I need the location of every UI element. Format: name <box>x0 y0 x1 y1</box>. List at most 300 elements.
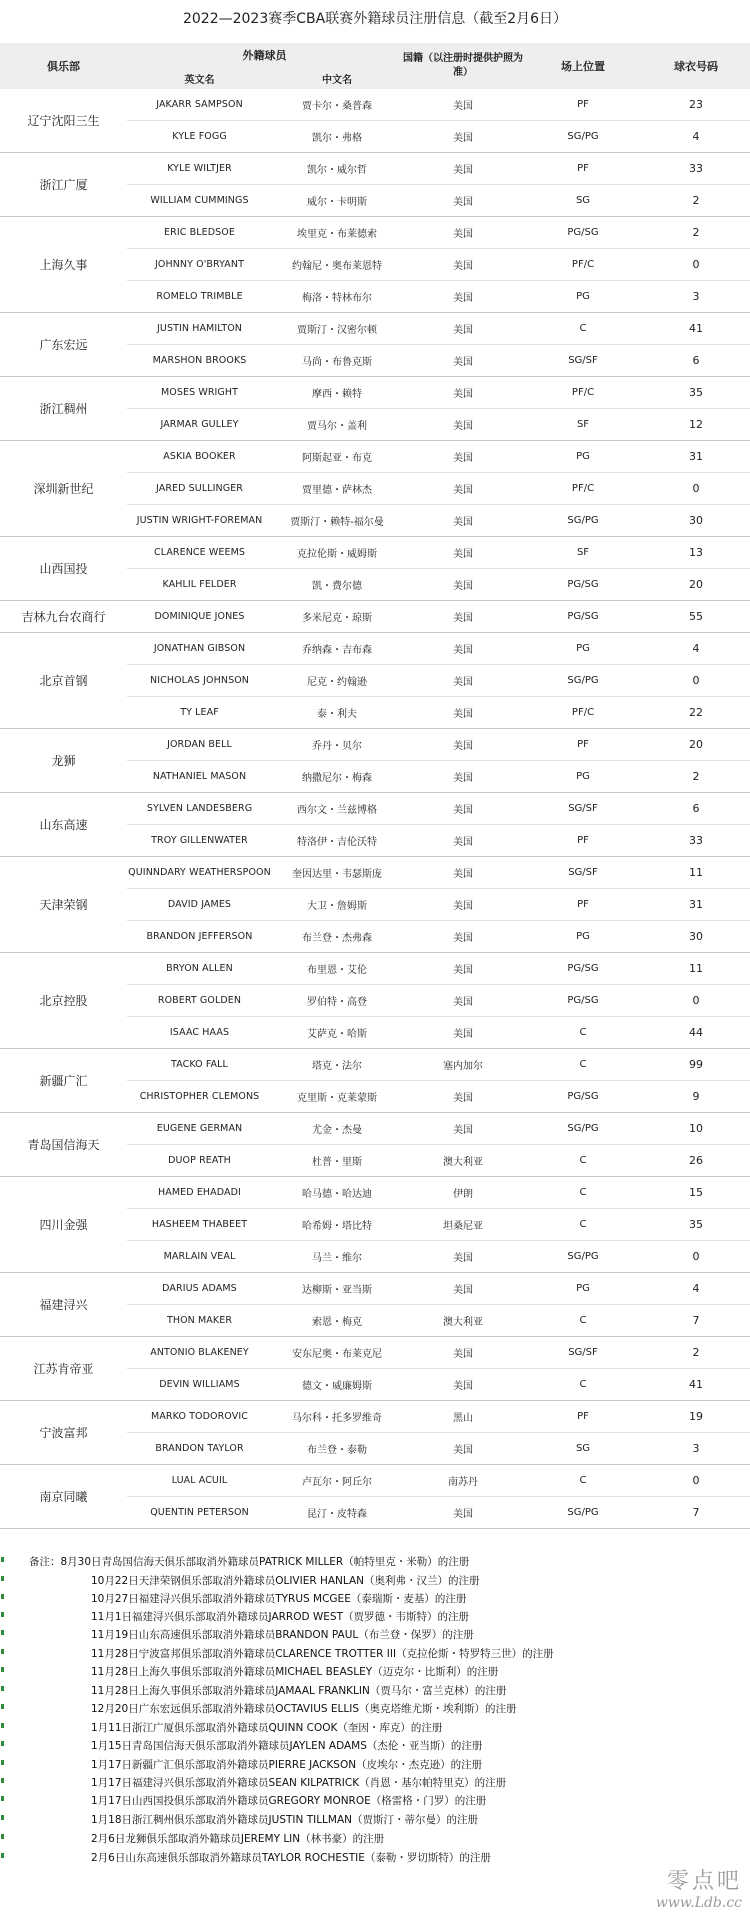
position: PG <box>524 921 642 953</box>
jersey-number: 11 <box>642 857 750 889</box>
note-line <box>0 1755 750 1775</box>
table-row <box>0 857 750 889</box>
nationality: 美国 <box>402 825 524 857</box>
position: PF <box>524 1401 642 1433</box>
bullet-marker-icon <box>1 1557 4 1562</box>
jersey-number: 31 <box>642 889 750 921</box>
jersey-number: 23 <box>642 89 750 121</box>
note-line <box>0 1829 750 1849</box>
note-text: 11月28日宁波富邦俱乐部取消外籍球员CLARENCE TROTTER III（克拉伦斯・特罗特三世）的注册 <box>91 1648 554 1660</box>
chinese-name: 马尚・布鲁克斯 <box>272 345 402 377</box>
jersey-number: 13 <box>642 537 750 569</box>
bullet-marker-icon <box>1 1612 4 1617</box>
jersey-number: 3 <box>642 281 750 313</box>
bullet-marker-icon <box>1 1778 4 1783</box>
english-name: ROMELO TRIMBLE <box>127 281 272 313</box>
position: PF/C <box>524 473 642 505</box>
jersey-number: 0 <box>642 1465 750 1497</box>
english-name: DAVID JAMES <box>127 889 272 921</box>
position: PF <box>524 729 642 761</box>
jersey-number: 0 <box>642 473 750 505</box>
chinese-name: 凯尔・弗格 <box>272 121 402 153</box>
jersey-number: 19 <box>642 1401 750 1433</box>
chinese-name: 布兰登・泰勒 <box>272 1433 402 1465</box>
club-name: 吉林九台农商行 <box>0 601 127 633</box>
note-line <box>0 1589 750 1609</box>
club-name: 北京控股 <box>0 953 127 1049</box>
chinese-name: 特洛伊・吉伦沃特 <box>272 825 402 857</box>
jersey-number: 41 <box>642 313 750 345</box>
position: PF/C <box>524 249 642 281</box>
english-name: MARLAIN VEAL <box>127 1241 272 1273</box>
jersey-number: 4 <box>642 633 750 665</box>
chinese-name: 罗伯特・高登 <box>272 985 402 1017</box>
nationality: 美国 <box>402 377 524 409</box>
jersey-number: 10 <box>642 1113 750 1145</box>
table-row <box>0 537 750 569</box>
chinese-name: 乔丹・贝尔 <box>272 729 402 761</box>
nationality: 美国 <box>402 409 524 441</box>
note-line <box>0 1718 750 1738</box>
bullet-marker-icon <box>1 1741 4 1746</box>
bullet-marker-icon <box>1 1594 4 1599</box>
jersey-number: 26 <box>642 1145 750 1177</box>
bullet-marker-icon <box>1 1649 4 1654</box>
player-table <box>0 43 750 1529</box>
club-name: 宁波富邦 <box>0 1401 127 1465</box>
club-name: 天津荣钢 <box>0 857 127 953</box>
chinese-name: 大卫・詹姆斯 <box>272 889 402 921</box>
jersey-number: 15 <box>642 1177 750 1209</box>
table-row <box>0 1049 750 1081</box>
nationality: 美国 <box>402 1241 524 1273</box>
club-name: 青岛国信海天 <box>0 1113 127 1177</box>
position: SG/PG <box>524 1113 642 1145</box>
english-name: LUAL ACUIL <box>127 1465 272 1497</box>
jersey-number: 99 <box>642 1049 750 1081</box>
position: C <box>524 313 642 345</box>
english-name: ERIC BLEDSOE <box>127 217 272 249</box>
note-line <box>0 1791 750 1811</box>
chinese-name: 安东尼奥・布莱克尼 <box>272 1337 402 1369</box>
note-line <box>0 1848 750 1868</box>
chinese-name: 凯尔・威尔哲 <box>272 153 402 185</box>
nationality: 美国 <box>402 217 524 249</box>
english-name: JAKARR SAMPSON <box>127 89 272 121</box>
nationality: 美国 <box>402 1369 524 1401</box>
note-text: 11月28日上海久事俱乐部取消外籍球员MICHAEL BEASLEY（迈克尔・比斯利）的注册 <box>91 1666 499 1678</box>
note-line <box>0 1810 750 1830</box>
nationality: 美国 <box>402 889 524 921</box>
table-row <box>0 729 750 761</box>
table-row <box>0 1113 750 1145</box>
jersey-number: 20 <box>642 729 750 761</box>
nationality: 美国 <box>402 697 524 729</box>
header-nationality: 国籍（以注册时提供护照为准） <box>402 43 524 89</box>
chinese-name: 昆汀・皮特森 <box>272 1497 402 1529</box>
header-number: 球衣号码 <box>642 43 750 89</box>
chinese-name: 泰・利夫 <box>272 697 402 729</box>
position: PG <box>524 281 642 313</box>
jersey-number: 2 <box>642 217 750 249</box>
jersey-number: 6 <box>642 345 750 377</box>
jersey-number: 3 <box>642 1433 750 1465</box>
position: PF <box>524 825 642 857</box>
chinese-name: 约翰尼・奥布莱恩特 <box>272 249 402 281</box>
note-text: 1月17日山西国投俱乐部取消外籍球员GREGORY MONROE（格雷格・门罗）的注册 <box>91 1795 487 1807</box>
club-name: 山东高速 <box>0 793 127 857</box>
note-text: 11月28日上海久事俱乐部取消外籍球员JAMAAL FRANKLIN（贾马尔・富兰克林）的注册 <box>91 1685 507 1697</box>
bullet-marker-icon <box>1 1853 4 1858</box>
english-name: KYLE FOGG <box>127 121 272 153</box>
english-name: BRYON ALLEN <box>127 953 272 985</box>
jersey-number: 30 <box>642 921 750 953</box>
club-name: 南京同曦 <box>0 1465 127 1529</box>
page-title: 2022—2023赛季CBA联赛外籍球员注册信息（截至2月6日） <box>182 11 568 27</box>
note-line <box>0 1699 750 1719</box>
table-body <box>0 89 750 1529</box>
english-name: JORDAN BELL <box>127 729 272 761</box>
nationality: 美国 <box>402 665 524 697</box>
nationality: 美国 <box>402 921 524 953</box>
position: SG/PG <box>524 1241 642 1273</box>
nationality: 美国 <box>402 601 524 633</box>
chinese-name: 奎因达里・韦瑟斯庞 <box>272 857 402 889</box>
position: SG/SF <box>524 857 642 889</box>
nationality: 美国 <box>402 1337 524 1369</box>
english-name: DUOP REATH <box>127 1145 272 1177</box>
chinese-name: 阿斯起亚・布克 <box>272 441 402 473</box>
chinese-name: 尼克・约翰逊 <box>272 665 402 697</box>
note-line <box>0 1644 750 1664</box>
nationality: 美国 <box>402 953 524 985</box>
english-name: JONATHAN GIBSON <box>127 633 272 665</box>
nationality: 美国 <box>402 1273 524 1305</box>
english-name: JARED SULLINGER <box>127 473 272 505</box>
chinese-name: 贾里德・萨林杰 <box>272 473 402 505</box>
nationality: 美国 <box>402 1017 524 1049</box>
jersey-number: 0 <box>642 249 750 281</box>
note-text: 备注：8月30日青岛国信海天俱乐部取消外籍球员PATRICK MILLER（帕特里克・米勒）的注册 <box>29 1556 470 1568</box>
chinese-name: 纳撒尼尔・梅森 <box>272 761 402 793</box>
chinese-name: 克里斯・克莱蒙斯 <box>272 1081 402 1113</box>
position: C <box>524 1209 642 1241</box>
english-name: MARKO TODOROVIC <box>127 1401 272 1433</box>
bullet-marker-icon <box>1 1760 4 1765</box>
english-name: TROY GILLENWATER <box>127 825 272 857</box>
nationality: 黑山 <box>402 1401 524 1433</box>
position: PG <box>524 1273 642 1305</box>
english-name: JARMAR GULLEY <box>127 409 272 441</box>
header-chinese-name: 中文名 <box>272 67 402 89</box>
club-name: 江苏肯帝亚 <box>0 1337 127 1401</box>
club-name: 四川金强 <box>0 1177 127 1273</box>
jersey-number: 22 <box>642 697 750 729</box>
club-name: 北京首钢 <box>0 633 127 729</box>
position: SG/PG <box>524 665 642 697</box>
english-name: JUSTIN WRIGHT-FOREMAN <box>127 505 272 537</box>
chinese-name: 马尔科・托多罗维奇 <box>272 1401 402 1433</box>
position: SF <box>524 537 642 569</box>
club-name: 浙江稠州 <box>0 377 127 441</box>
table-row <box>0 1177 750 1209</box>
note-text: 2月6日龙狮俱乐部取消外籍球员JEREMY LIN（林书豪）的注册 <box>91 1833 385 1845</box>
note-text: 1月17日新疆广汇俱乐部取消外籍球员PIERRE JACKSON（皮埃尔・杰克逊）的注册 <box>91 1759 483 1771</box>
chinese-name: 威尔・卡明斯 <box>272 185 402 217</box>
chinese-name: 埃里克・布莱德索 <box>272 217 402 249</box>
note-text: 1月17日福建浔兴俱乐部取消外籍球员SEAN KILPATRICK（肖恩・基尔帕特里克）的注册 <box>91 1777 507 1789</box>
jersey-number: 33 <box>642 153 750 185</box>
position: PG/SG <box>524 953 642 985</box>
chinese-name: 布里恩・艾伦 <box>272 953 402 985</box>
bullet-marker-icon <box>1 1686 4 1691</box>
position: PG/SG <box>524 601 642 633</box>
english-name: ROBERT GOLDEN <box>127 985 272 1017</box>
bullet-marker-icon <box>1 1796 4 1801</box>
nationality: 美国 <box>402 505 524 537</box>
english-name: KAHLIL FELDER <box>127 569 272 601</box>
position: SG/SF <box>524 793 642 825</box>
bullet-marker-icon <box>1 1704 4 1709</box>
nationality: 美国 <box>402 441 524 473</box>
table-row <box>0 377 750 409</box>
position: PF <box>524 889 642 921</box>
nationality: 美国 <box>402 793 524 825</box>
nationality: 美国 <box>402 569 524 601</box>
position: SG/SF <box>524 345 642 377</box>
nationality: 美国 <box>402 729 524 761</box>
nationality: 美国 <box>402 1433 524 1465</box>
chinese-name: 布兰登・杰弗森 <box>272 921 402 953</box>
jersey-number: 4 <box>642 121 750 153</box>
position: C <box>524 1465 642 1497</box>
position: SG <box>524 185 642 217</box>
nationality: 美国 <box>402 761 524 793</box>
bullet-marker-icon <box>1 1723 4 1728</box>
chinese-name: 哈马德・哈达迪 <box>272 1177 402 1209</box>
position: PG/SG <box>524 569 642 601</box>
nationality: 美国 <box>402 537 524 569</box>
club-name: 深圳新世纪 <box>0 441 127 537</box>
jersey-number: 33 <box>642 825 750 857</box>
english-name: DOMINIQUE JONES <box>127 601 272 633</box>
english-name: MARSHON BROOKS <box>127 345 272 377</box>
chinese-name: 索恩・梅克 <box>272 1305 402 1337</box>
club-name: 山西国投 <box>0 537 127 601</box>
english-name: NICHOLAS JOHNSON <box>127 665 272 697</box>
english-name: DARIUS ADAMS <box>127 1273 272 1305</box>
note-line <box>0 1625 750 1645</box>
club-name: 福建浔兴 <box>0 1273 127 1337</box>
bullet-marker-icon <box>1 1630 4 1635</box>
nationality: 美国 <box>402 985 524 1017</box>
position: PF/C <box>524 377 642 409</box>
table-row <box>0 633 750 665</box>
english-name: MOSES WRIGHT <box>127 377 272 409</box>
note-line <box>0 1773 750 1793</box>
chinese-name: 达柳斯・亚当斯 <box>272 1273 402 1305</box>
jersey-number: 41 <box>642 1369 750 1401</box>
jersey-number: 7 <box>642 1497 750 1529</box>
english-name: QUINNDARY WEATHERSPOON <box>127 857 272 889</box>
header-position: 场上位置 <box>524 43 642 89</box>
table-row <box>0 313 750 345</box>
chinese-name: 哈希姆・塔比特 <box>272 1209 402 1241</box>
position: PF/C <box>524 697 642 729</box>
table-row <box>0 217 750 249</box>
note-text: 11月19日山东高速俱乐部取消外籍球员BRANDON PAUL（布兰登・保罗）的注册 <box>91 1629 474 1641</box>
note-line <box>0 1736 750 1756</box>
position: SG <box>524 1433 642 1465</box>
club-name: 上海久事 <box>0 217 127 313</box>
chinese-name: 梅洛・特林布尔 <box>272 281 402 313</box>
table-row <box>0 1465 750 1497</box>
nationality: 澳大利亚 <box>402 1305 524 1337</box>
nationality: 美国 <box>402 633 524 665</box>
english-name: BRANDON JEFFERSON <box>127 921 272 953</box>
watermark <box>656 1864 742 1911</box>
watermark-url: www.Ldb.cc <box>655 1895 742 1911</box>
club-name: 辽宁沈阳三生 <box>0 89 127 153</box>
chinese-name: 贾斯汀・汉密尔顿 <box>272 313 402 345</box>
english-name: BRANDON TAYLOR <box>127 1433 272 1465</box>
chinese-name: 杜普・里斯 <box>272 1145 402 1177</box>
jersey-number: 0 <box>642 985 750 1017</box>
chinese-name: 艾萨克・哈斯 <box>272 1017 402 1049</box>
jersey-number: 20 <box>642 569 750 601</box>
english-name: TACKO FALL <box>127 1049 272 1081</box>
note-line <box>0 1681 750 1701</box>
jersey-number: 44 <box>642 1017 750 1049</box>
english-name: HASHEEM THABEET <box>127 1209 272 1241</box>
jersey-number: 35 <box>642 377 750 409</box>
note-text: 12月20日广东宏远俱乐部取消外籍球员OCTAVIUS ELLIS（奥克塔维尤斯・埃利斯）的注册 <box>91 1703 517 1715</box>
note-line <box>0 1662 750 1682</box>
table-row <box>0 1401 750 1433</box>
position: SG/SF <box>524 1337 642 1369</box>
jersey-number: 6 <box>642 793 750 825</box>
bullet-marker-icon <box>1 1576 4 1581</box>
table-row <box>0 601 750 633</box>
nationality: 美国 <box>402 153 524 185</box>
note-text: 2月6日山东高速俱乐部取消外籍球员TAYLOR ROCHESTIE（泰勒・罗切斯特）的注册 <box>91 1852 491 1864</box>
position: C <box>524 1145 642 1177</box>
chinese-name: 贾斯汀・赖特-福尔曼 <box>272 505 402 537</box>
nationality: 伊朗 <box>402 1177 524 1209</box>
table-row <box>0 953 750 985</box>
nationality: 美国 <box>402 345 524 377</box>
table-row <box>0 793 750 825</box>
note-line <box>0 1571 750 1591</box>
english-name: NATHANIEL MASON <box>127 761 272 793</box>
jersey-number: 2 <box>642 185 750 217</box>
chinese-name: 卢瓦尔・阿丘尔 <box>272 1465 402 1497</box>
english-name: ISAAC HAAS <box>127 1017 272 1049</box>
chinese-name: 尤金・杰曼 <box>272 1113 402 1145</box>
nationality: 塞内加尔 <box>402 1049 524 1081</box>
nationality: 南苏丹 <box>402 1465 524 1497</box>
jersey-number: 2 <box>642 1337 750 1369</box>
jersey-number: 35 <box>642 1209 750 1241</box>
position: PG/SG <box>524 985 642 1017</box>
english-name: THON MAKER <box>127 1305 272 1337</box>
chinese-name: 乔纳森・吉布森 <box>272 633 402 665</box>
note-text: 1月18日浙江稠州俱乐部取消外籍球员JUSTIN TILLMAN（贾斯汀・蒂尔曼）的注册 <box>91 1814 478 1826</box>
nationality: 美国 <box>402 1113 524 1145</box>
nationality: 美国 <box>402 1081 524 1113</box>
english-name: JUSTIN HAMILTON <box>127 313 272 345</box>
position: PG/SG <box>524 1081 642 1113</box>
chinese-name: 塔克・法尔 <box>272 1049 402 1081</box>
jersey-number: 2 <box>642 761 750 793</box>
bullet-marker-icon <box>1 1834 4 1839</box>
header-club: 俱乐部 <box>0 43 127 89</box>
nationality: 美国 <box>402 249 524 281</box>
chinese-name: 摩西・赖特 <box>272 377 402 409</box>
jersey-number: 4 <box>642 1273 750 1305</box>
club-name: 广东宏远 <box>0 313 127 377</box>
position: PG <box>524 633 642 665</box>
note-text: 1月11日浙江广厦俱乐部取消外籍球员QUINN COOK（奎因・库克）的注册 <box>91 1722 443 1734</box>
table-row <box>0 89 750 121</box>
bullet-marker-icon <box>1 1815 4 1820</box>
chinese-name: 克拉伦斯・威姆斯 <box>272 537 402 569</box>
chinese-name: 德文・威廉姆斯 <box>272 1369 402 1401</box>
jersey-number: 55 <box>642 601 750 633</box>
english-name: KYLE WILTJER <box>127 153 272 185</box>
english-name: HAMED EHADADI <box>127 1177 272 1209</box>
english-name: QUENTIN PETERSON <box>127 1497 272 1529</box>
position: C <box>524 1049 642 1081</box>
position: PG <box>524 441 642 473</box>
chinese-name: 马兰・维尔 <box>272 1241 402 1273</box>
english-name: ANTONIO BLAKENEY <box>127 1337 272 1369</box>
watermark-logo: 零点吧 <box>666 1869 742 1894</box>
nationality: 坦桑尼亚 <box>402 1209 524 1241</box>
english-name: JOHNNY O'BRYANT <box>127 249 272 281</box>
table-row <box>0 441 750 473</box>
nationality: 美国 <box>402 473 524 505</box>
nationality: 美国 <box>402 89 524 121</box>
english-name: WILLIAM CUMMINGS <box>127 185 272 217</box>
jersey-number: 11 <box>642 953 750 985</box>
club-name: 浙江广厦 <box>0 153 127 217</box>
english-name: EUGENE GERMAN <box>127 1113 272 1145</box>
position: PG/SG <box>524 217 642 249</box>
chinese-name: 凯・费尔德 <box>272 569 402 601</box>
position: SG/PG <box>524 121 642 153</box>
english-name: CLARENCE WEEMS <box>127 537 272 569</box>
table-row <box>0 153 750 185</box>
note-line <box>0 1552 750 1572</box>
nationality: 美国 <box>402 857 524 889</box>
jersey-number: 7 <box>642 1305 750 1337</box>
chinese-name: 贾卡尔・桑普森 <box>272 89 402 121</box>
position: SG/PG <box>524 1497 642 1529</box>
jersey-number: 0 <box>642 1241 750 1273</box>
position: C <box>524 1305 642 1337</box>
position: SF <box>524 409 642 441</box>
jersey-number: 30 <box>642 505 750 537</box>
nationality: 美国 <box>402 281 524 313</box>
bullet-marker-icon <box>1 1667 4 1672</box>
position: C <box>524 1369 642 1401</box>
chinese-name: 贾马尔・盖利 <box>272 409 402 441</box>
english-name: ASKIA BOOKER <box>127 441 272 473</box>
table-row <box>0 1273 750 1305</box>
jersey-number: 12 <box>642 409 750 441</box>
jersey-number: 9 <box>642 1081 750 1113</box>
